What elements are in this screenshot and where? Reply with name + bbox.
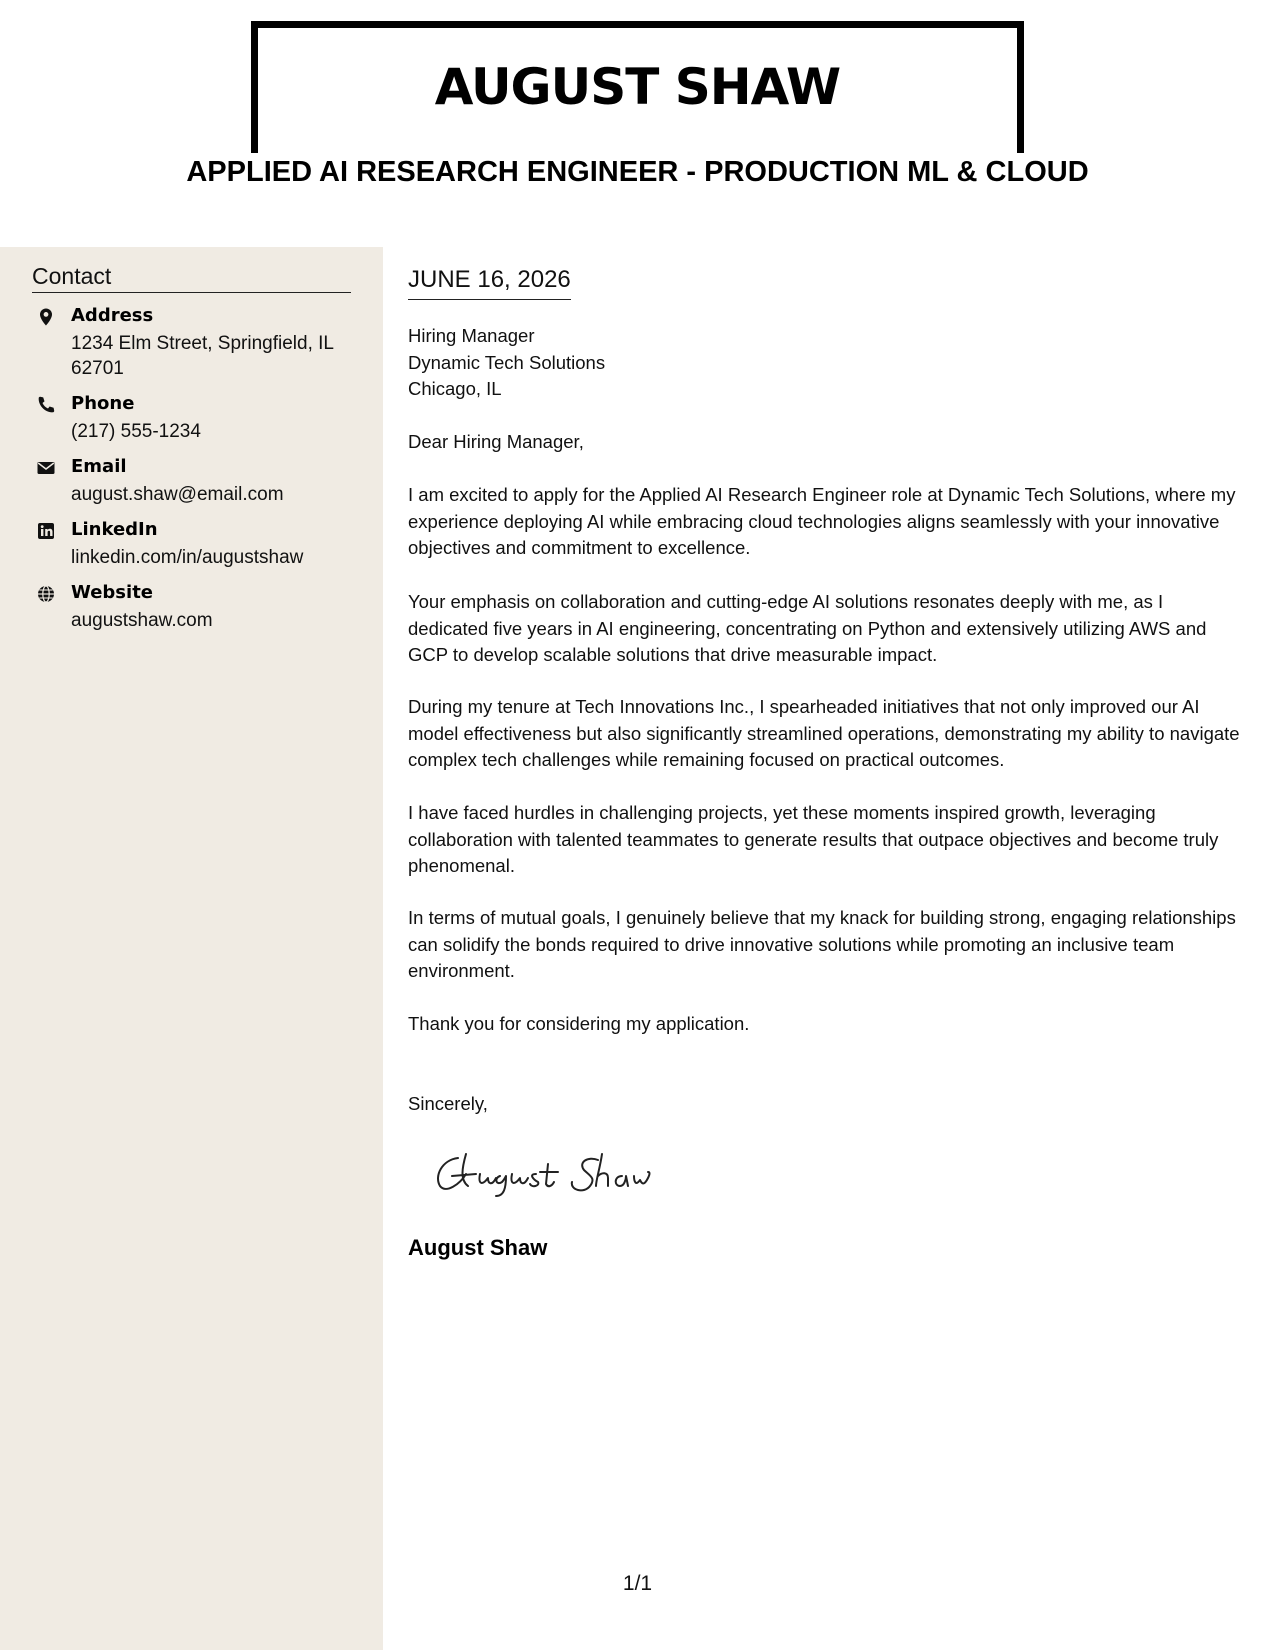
phone-value: (217) 555-1234 [71,421,201,442]
website-value: augustshaw.com [71,610,213,631]
contact-label: Address [71,305,154,326]
globe-icon [36,584,56,604]
contact-label: LinkedIn [71,519,158,540]
contact-sidebar [0,247,383,1650]
job-title: APPLIED AI RESEARCH ENGINEER - PRODUCTION ML & CLOUD [186,156,1089,188]
contact-heading: Contact [32,262,351,293]
body-paragraph: I am excited to apply for the Applied AI Research Engineer role at Dynamic Tech Solutions, where my experience deploying AI while embracing cloud technologies aligns seamlessly with your innovative objectives and commitment to excellence. [408,484,1236,558]
body-paragraph: Thank you for considering my application. [408,1013,750,1034]
body-paragraph: During my tenure at Tech Innovations Inc., I spearheaded initiatives that not only improved our AI model effectiveness but also significantly streamlined operations, demonstrating my ability to navigate complex tech challenges while remaining focused on practical outcomes. [408,696,1240,770]
salutation: Dear Hiring Manager, [408,431,584,452]
contact-label: Phone [71,393,135,414]
recipient-line: Hiring Manager [408,325,535,346]
body-paragraph: In terms of mutual goals, I genuinely believe that my knack for building strong, engaging relationships can solidify the bonds required to drive innovative solutions while promoting an inclusive team environment. [408,907,1236,981]
recipient-line: Chicago, IL [408,378,502,399]
email-value: august.shaw@email.com [71,484,284,505]
linkedin-value: linkedin.com/in/augustshaw [71,547,304,568]
handwritten-signature [430,1140,690,1200]
contact-label: Website [71,582,154,603]
page-number: 1/1 [622,1572,653,1595]
linkedin-icon [36,521,56,541]
letter-date: JUNE 16, 2026 [408,265,571,300]
map-pin-icon [36,307,56,327]
body-paragraph: Your emphasis on collaboration and cutting-edge AI solutions resonates deeply with me, as I dedicated five years in AI engineering, concentrating on Python and extensively utilizing AWS and GCP to develop scalable solutions that drive measurable impact. [408,591,1207,665]
address-value: 1234 Elm Street, Springfield, IL 62701 [71,333,334,379]
recipient-block [408,323,1248,403]
phone-icon [36,395,56,415]
signer-name: August Shaw [408,1235,548,1260]
body-paragraph: I have faced hurdles in challenging projects, yet these moments inspired growth, leveraging collaboration with talented teammates to generate results that outpace objectives and become truly phenomenal. [408,802,1219,876]
email-icon [36,458,56,478]
recipient-line: Dynamic Tech Solutions [408,351,606,373]
closing: Sincerely, [408,1093,488,1114]
candidate-name: AUGUST SHAW [434,58,841,116]
contact-label: Email [71,456,127,477]
